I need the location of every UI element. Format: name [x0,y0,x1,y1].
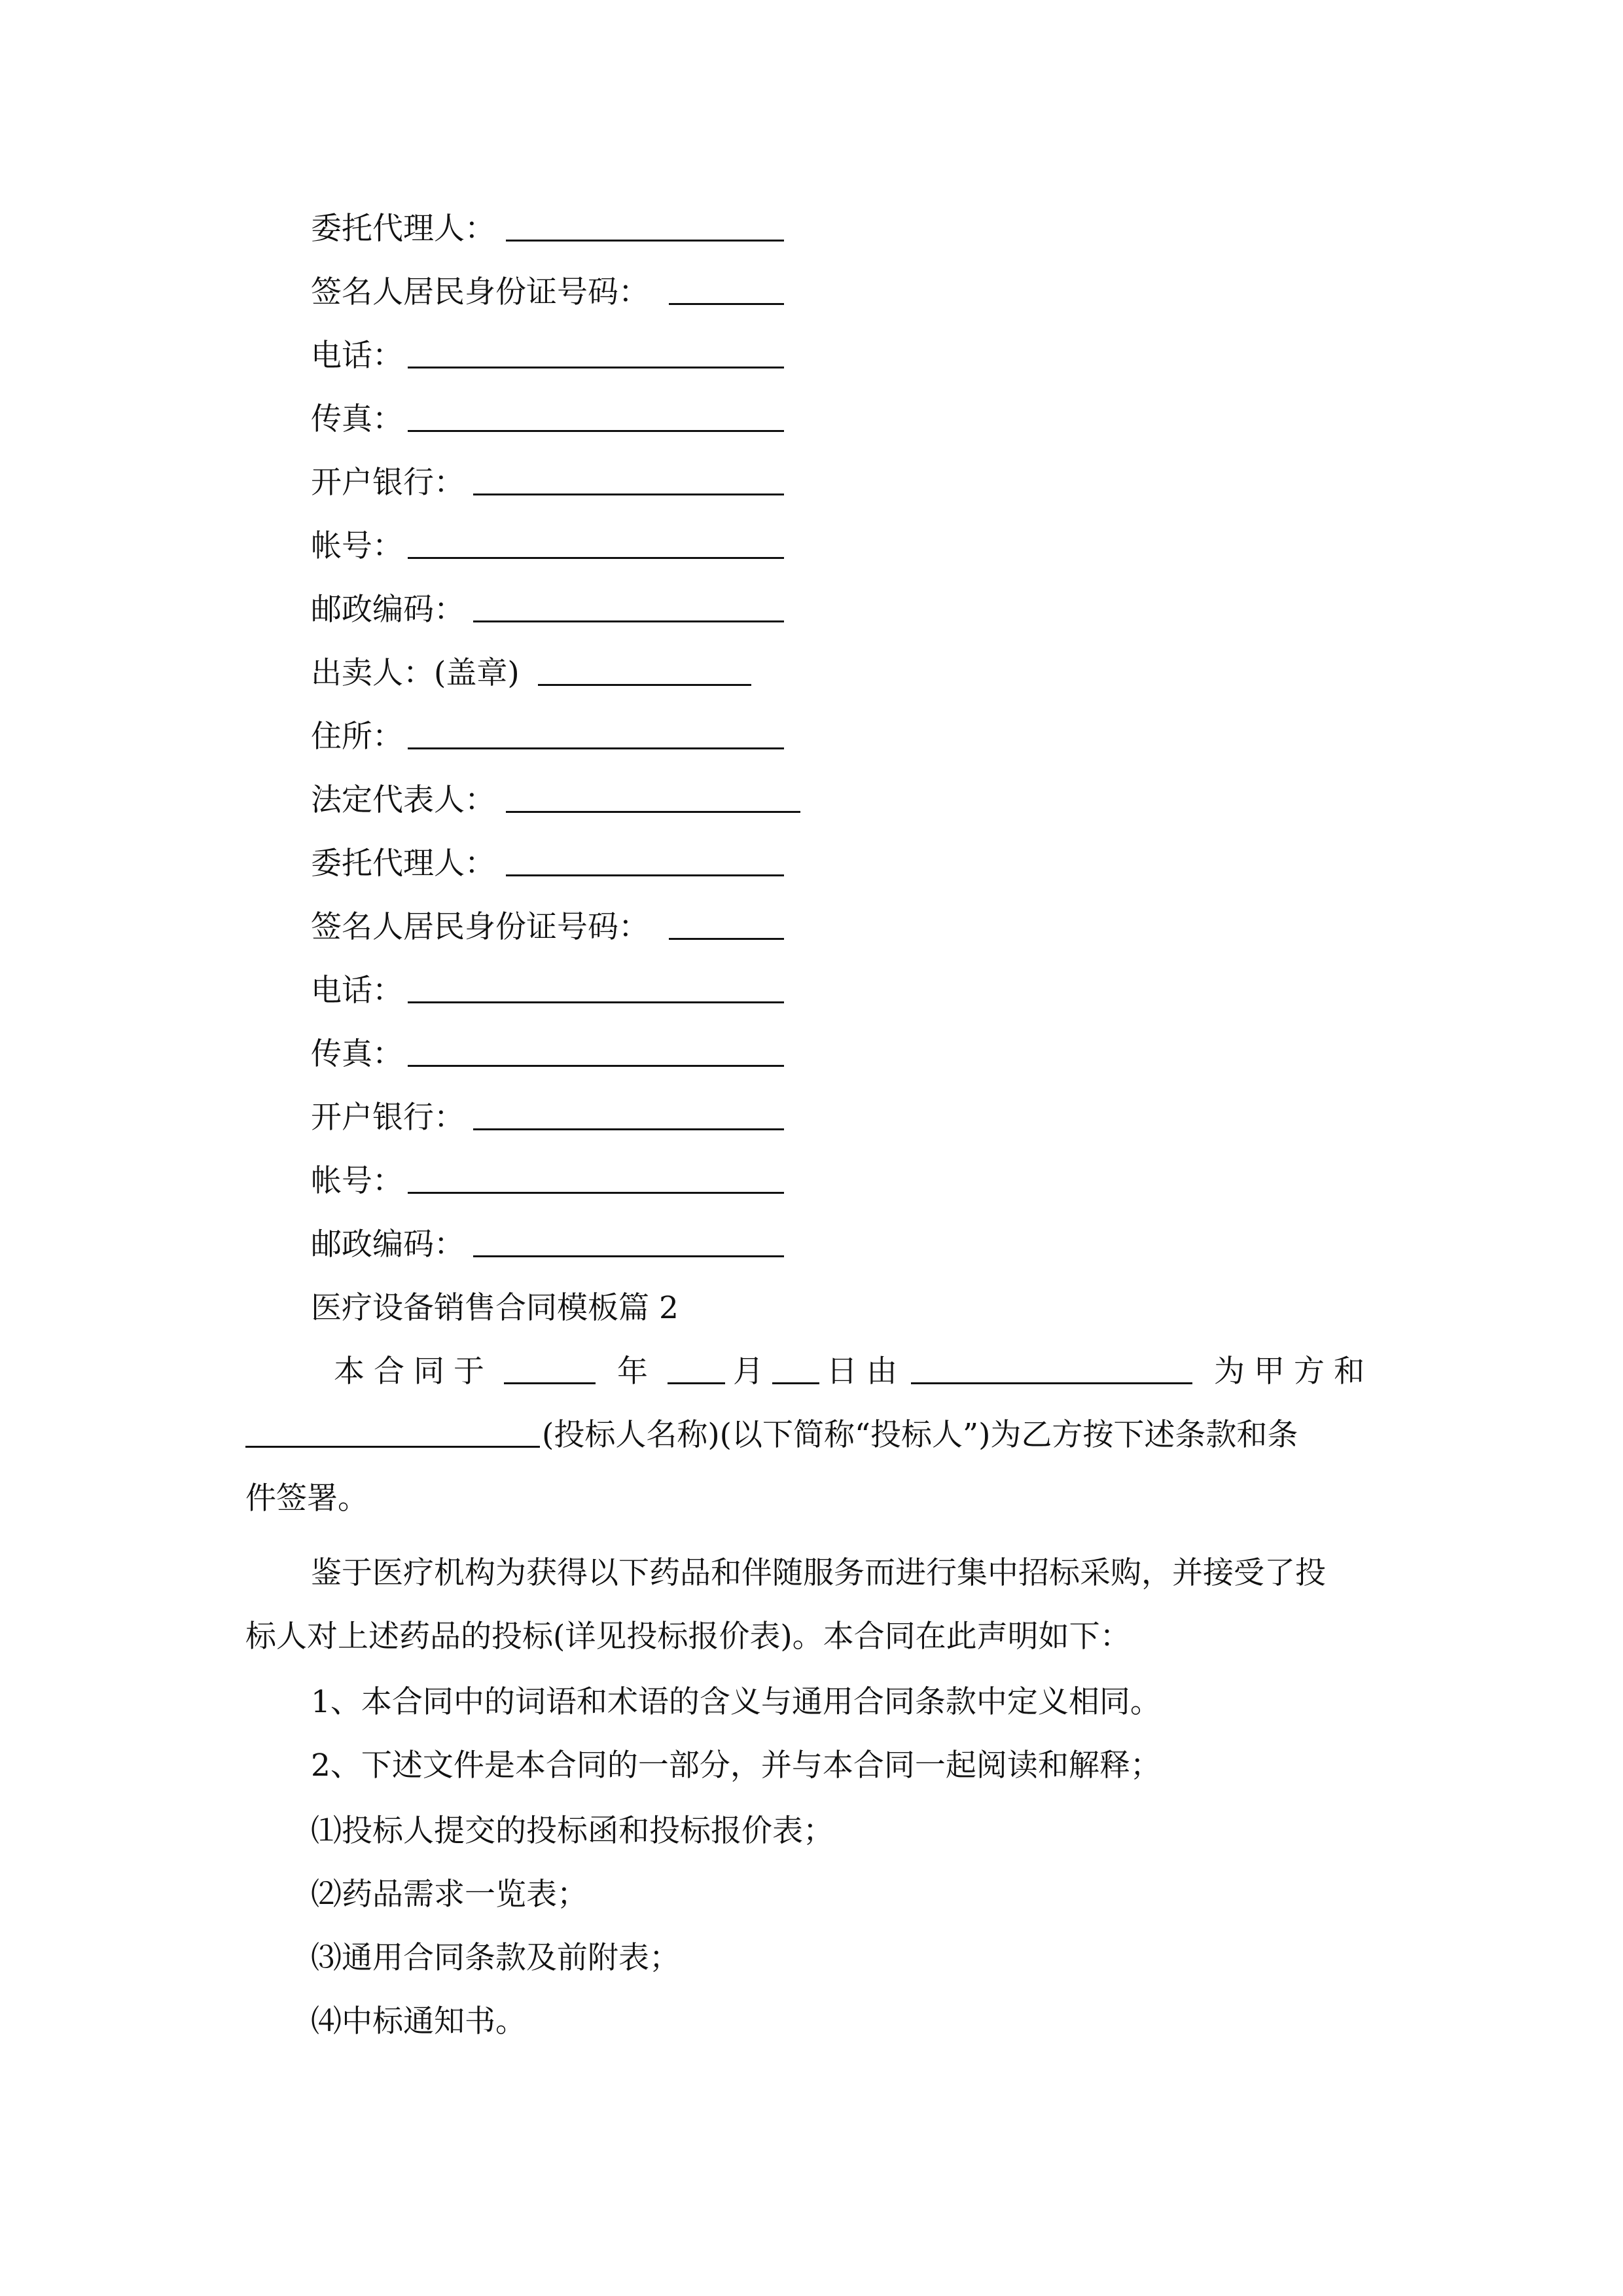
seller-address-blank[interactable] [408,747,784,749]
seller-postal-blank[interactable] [473,1255,784,1257]
party-a-id-blank[interactable] [669,303,784,305]
seller-id-label: 签名人居民身份证号码： [311,909,649,945]
seller-id-blank[interactable] [669,938,784,940]
party-a-account-blank[interactable] [408,557,784,559]
seller-account-blank[interactable] [408,1192,784,1194]
party-a-postal-label: 邮政编码： [311,592,465,628]
seller-address-label: 住所： [311,719,403,755]
seller-agent-label: 委托代理人： [311,846,495,882]
party-a-phone-blank[interactable] [408,367,784,368]
seller-bank-blank[interactable] [473,1128,784,1130]
clause-1: 1、本合同中的词语和术语的含义与通用合同条款中定义相同。 [311,1684,1161,1720]
seller-bank-label: 开户银行： [311,1100,465,1136]
clause-2: 2、下述文件是本合同的一部分，并与本合同一起阅读和解释； [311,1748,1161,1784]
party-a-postal-blank[interactable] [473,620,784,622]
seller-legal-rep-label: 法定代表人： [311,782,495,818]
intro-text-3: 月 [733,1354,764,1390]
seller-phone-blank[interactable] [408,1001,784,1003]
intro-text-5: 为甲方和 [1214,1354,1374,1390]
party-a-account-label: 帐号： [311,528,403,564]
intro-day-blank[interactable] [772,1382,819,1384]
para2-line2: 标人对上述药品的投标(详见投标报价表)。本合同在此声明如下： [245,1619,1131,1655]
seller-agent-blank[interactable] [506,874,784,876]
intro-party-a-blank[interactable] [911,1382,1192,1384]
list-item: ⑷中标通知书。 [311,2003,526,2039]
party-a-bank-blank[interactable] [473,493,784,495]
list-item: ⑵药品需求一览表； [311,1876,588,1912]
seller-postal-label: 邮政编码： [311,1227,465,1263]
list-item: ⑴投标人提交的投标函和投标报价表； [311,1813,834,1849]
party-a-agent-label: 委托代理人： [311,211,495,247]
section-title: 医疗设备销售合同模板篇 2 [311,1290,679,1326]
seller-seal-blank[interactable] [538,684,751,686]
party-a-id-label: 签名人居民身份证号码： [311,274,649,310]
seller-fax-label: 传真： [311,1036,403,1072]
party-a-phone-label: 电话： [311,338,403,374]
intro-text-1: 本合同于 [334,1354,493,1390]
intro-text-4: 日由 [827,1354,906,1390]
intro-year-blank[interactable] [504,1382,596,1384]
list-item: ⑶通用合同条款及前附表； [311,1940,680,1976]
party-a-fax-blank[interactable] [408,430,784,432]
seller-account-label: 帐号： [311,1163,403,1199]
para2-line1: 鉴于医疗机构为获得以下药品和伴随服务而进行集中招标采购，并接受了投 [311,1555,1326,1591]
seller-fax-blank[interactable] [408,1065,784,1067]
intro-text-7: 件签署。 [245,1480,368,1516]
seller-phone-label: 电话： [311,973,403,1009]
intro-month-blank[interactable] [668,1382,725,1384]
seller-legal-rep-blank[interactable] [506,811,800,813]
intro-text-6: (投标人名称)(以下简称“投标人”)为乙方按下述条款和条 [542,1417,1298,1453]
intro-bidder-blank[interactable] [245,1446,540,1448]
party-a-bank-label: 开户银行： [311,465,465,501]
intro-text-2: 年 [617,1354,648,1390]
seller-label: 出卖人：(盖章) [311,655,520,691]
party-a-fax-label: 传真： [311,401,403,437]
party-a-agent-blank[interactable] [506,240,784,242]
